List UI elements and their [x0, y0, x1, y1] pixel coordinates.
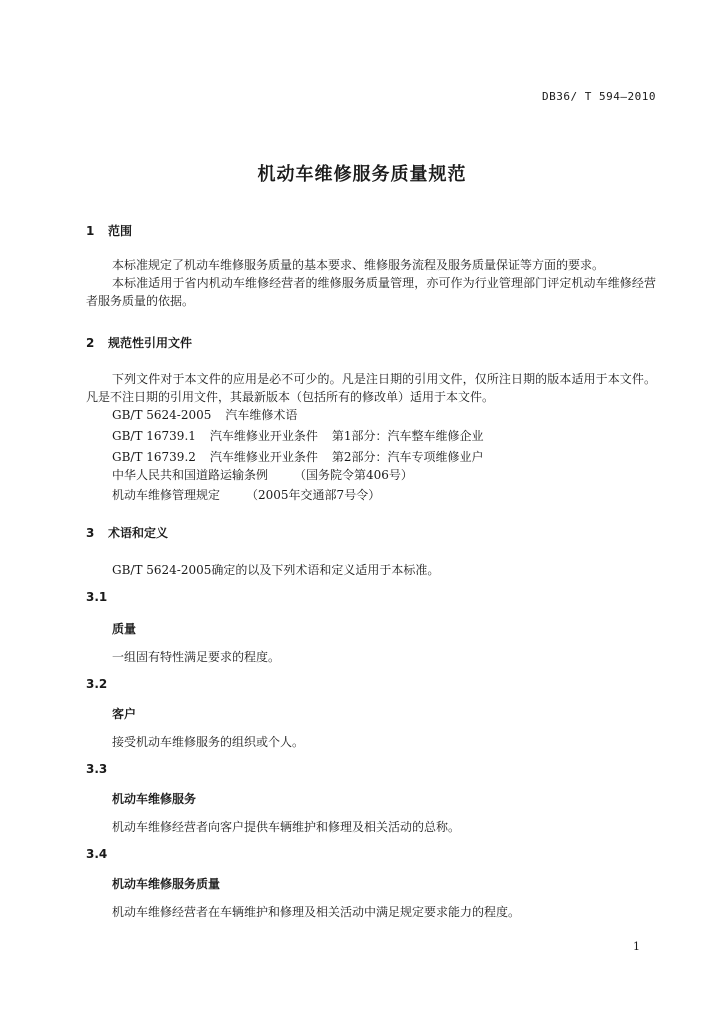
reference-code: 中华人民共和国道路运输条例 — [112, 468, 269, 482]
term-number: 3.4 — [86, 847, 108, 861]
term-name: 质量 — [112, 622, 137, 636]
standard-number: DB36/ T 594—2010 — [542, 90, 656, 103]
reference-code: GB/T 5624-2005 — [112, 408, 212, 422]
reference-item — [112, 448, 484, 466]
reference-title: 汽车维修业开业条件 — [209, 429, 318, 443]
term-definition: 接受机动车维修服务的组织或个人。 — [112, 735, 305, 749]
terms-intro: GB/T 5624-2005确定的以及下列术语和定义适用于本标准。 — [112, 563, 440, 577]
section-2-heading — [86, 334, 192, 351]
section-number: 3 — [86, 526, 95, 540]
reference-item — [112, 466, 413, 484]
reference-part: 第1部分：汽车整车维修企业 — [331, 429, 484, 443]
section-3-heading — [86, 524, 168, 541]
scope-paragraph-2: 本标准适用于省内机动车维修经营者的维修服务质量管理，亦可作为行业管理部门评定机动车维修经营者服务质量的依据。 — [86, 276, 656, 308]
section-title: 术语和定义 — [108, 526, 169, 540]
reference-title: （国务院令第406号） — [294, 468, 413, 482]
term-definition: 机动车维修经营者向客户提供车辆维护和修理及相关活动的总称。 — [112, 820, 461, 834]
term-number: 3.3 — [86, 762, 108, 776]
reference-item — [112, 427, 484, 445]
term-name: 客户 — [112, 707, 137, 721]
reference-title: （2005年交通部7号令） — [246, 488, 381, 502]
document-title: 机动车维修服务质量规范 — [257, 164, 467, 185]
reference-code: 机动车维修管理规定 — [112, 488, 221, 502]
term-definition: 机动车维修经营者在车辆维护和修理及相关活动中满足规定要求能力的程度。 — [112, 905, 521, 919]
reference-title: 汽车维修术语 — [225, 408, 298, 422]
term-definition: 一组固有特性满足要求的程度。 — [112, 650, 281, 664]
scope-paragraph-1: 本标准规定了机动车维修服务质量的基本要求、维修服务流程及服务质量保证等方面的要求。 — [112, 258, 605, 272]
section-number: 1 — [86, 224, 95, 238]
reference-code: GB/T 16739.1 — [112, 429, 196, 443]
page-number: 1 — [633, 940, 640, 953]
reference-title: 汽车维修业开业条件 — [209, 450, 318, 464]
reference-code: GB/T 16739.2 — [112, 450, 196, 464]
section-title: 范围 — [108, 224, 133, 238]
normative-refs-intro: 下列文件对于本文件的应用是必不可少的。凡是注日期的引用文件，仅所注日期的版本适用于本文件。凡是不注日期的引用文件，其最新版本（包括所有的修改单）适用于本文件。 — [86, 372, 656, 404]
term-number: 3.2 — [86, 677, 108, 691]
section-title: 规范性引用文件 — [108, 336, 193, 350]
section-number: 2 — [86, 336, 95, 350]
reference-item — [112, 486, 380, 504]
term-number: 3.1 — [86, 590, 108, 604]
term-name: 机动车维修服务 — [112, 792, 197, 806]
section-1-heading — [86, 222, 132, 239]
reference-item — [112, 406, 297, 424]
reference-part: 第2部分：汽车专项维修业户 — [331, 450, 484, 464]
term-name: 机动车维修服务质量 — [112, 877, 221, 891]
